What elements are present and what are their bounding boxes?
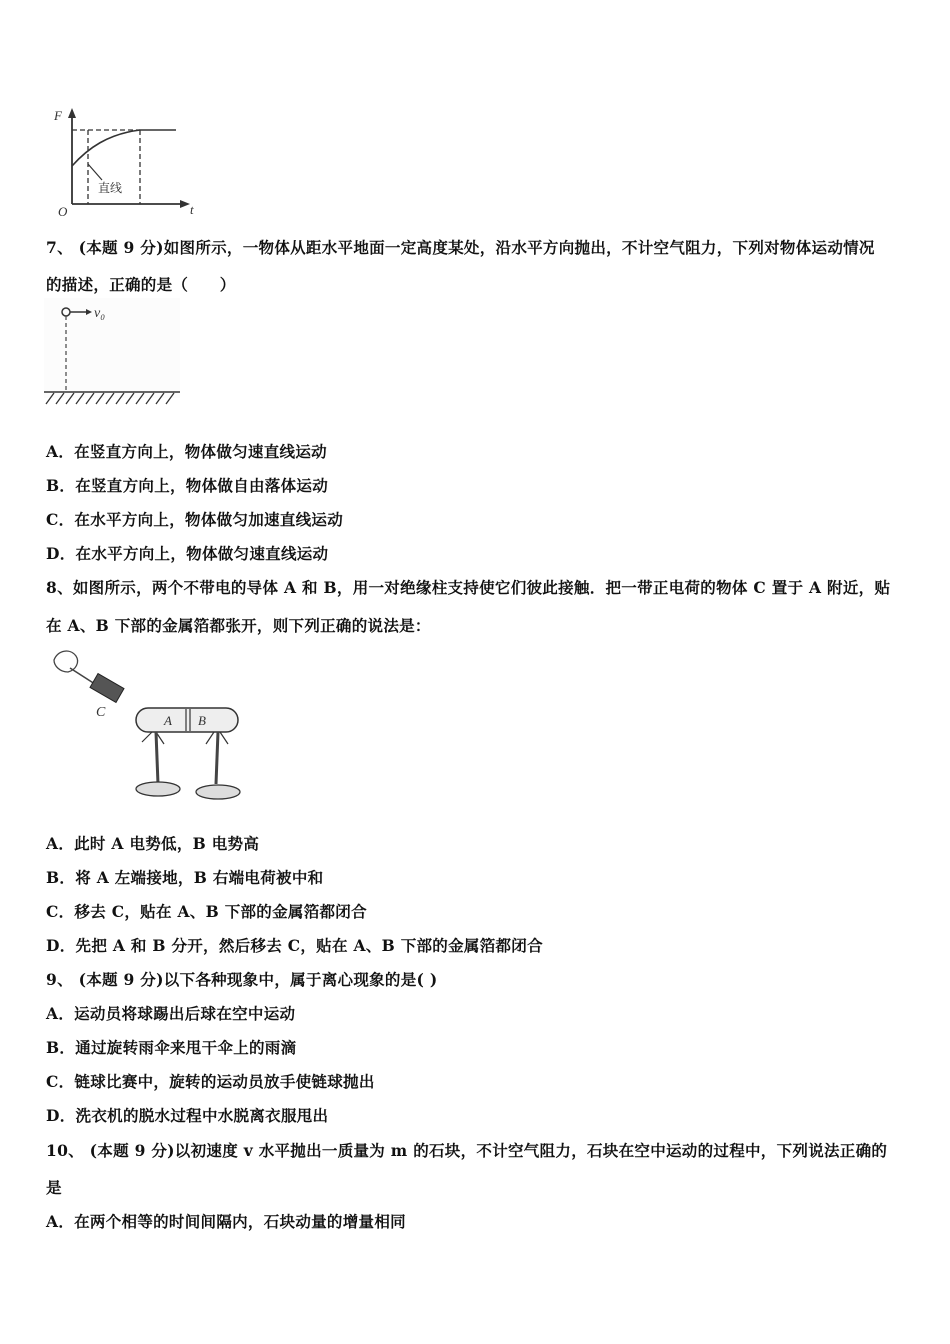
right-base (196, 785, 240, 799)
origin-label: O (58, 204, 68, 219)
label-c: C (96, 705, 106, 720)
conductor-body (136, 708, 238, 732)
q7-stem-line-2: 的描述，正确的是（ ） (46, 275, 236, 294)
q9-option-c: C．链球比赛中，旋转的运动员放手使链球抛出 (46, 1072, 375, 1091)
conductors-figure (46, 646, 256, 806)
ft-graph-figure (48, 104, 208, 220)
axis-t-label: t (190, 202, 194, 217)
hand (54, 651, 78, 672)
charged-body-c (90, 674, 124, 703)
label-b: B (198, 713, 206, 728)
q9-option-d: D．洗衣机的脱水过程中水脱离衣服甩出 (46, 1106, 329, 1125)
q8-stem-line-2: 在 A、B 下部的金属箔都张开，则下列正确的说法是： (46, 616, 431, 635)
left-stand (156, 732, 158, 784)
left-base (136, 782, 180, 796)
q8-option-a: A．此时 A 电势低，B 电势高 (46, 834, 260, 853)
foil-left (142, 732, 164, 744)
q10-option-a: A．在两个相等的时间间隔内，石块动量的增量相同 (46, 1212, 406, 1231)
line-label: 直线 (98, 181, 123, 195)
q7-option-c: C．在水平方向上，物体做匀加速直线运动 (46, 510, 344, 529)
q9-option-a: A．运动员将球踢出后球在空中运动 (46, 1004, 296, 1023)
projectile-figure (44, 298, 184, 408)
q7-option-a: A．在竖直方向上，物体做匀速直线运动 (46, 442, 327, 461)
axis-f-label: F (54, 108, 62, 123)
right-stand (216, 732, 218, 784)
q8-option-b: B．将 A 左端接地，B 右端电荷被中和 (46, 868, 324, 887)
q9-stem: 9、 (本题 9 分)以下各种现象中，属于离心现象的是( ) (46, 970, 438, 989)
q7-option-b: B．在竖直方向上，物体做自由落体运动 (46, 476, 329, 495)
f-axis-arrow (68, 108, 76, 118)
q8-stem-line-1: 8、如图所示，两个不带电的导体 A 和 B，用一对绝缘柱支持使它们彼此接触．把一带正电荷的物体 C 置于 A 附近，贴 (46, 578, 891, 597)
q9-option-b: B．通过旋转雨伞来甩干伞上的雨滴 (46, 1038, 297, 1057)
q7-option-d: D．在水平方向上，物体做匀速直线运动 (46, 544, 329, 563)
q8-option-c: C．移去 C，贴在 A、B 下部的金属箔都闭合 (46, 902, 367, 921)
q8-option-d: D．先把 A 和 B 分开，然后移去 C，贴在 A、B 下部的金属箔都闭合 (46, 936, 543, 955)
v0-label: v₀ (94, 306, 106, 321)
q10-stem-line-2: 是 (46, 1178, 62, 1197)
t-axis-arrow (180, 200, 190, 208)
q10-stem-line-1: 10、 (本题 9 分)以初速度 v 水平抛出一质量为 m 的石块，不计空气阻力，石块在空中运动的过程中，下列说法正确的 (46, 1141, 888, 1160)
label-a: A (164, 713, 172, 728)
q7-stem-line-1: 7、 (本题 9 分)如图所示，一物体从距水平地面一定高度某处，沿水平方向抛出，不计空气阻力，下列对物体运动情况 (46, 238, 875, 257)
pointer-line (88, 164, 102, 180)
